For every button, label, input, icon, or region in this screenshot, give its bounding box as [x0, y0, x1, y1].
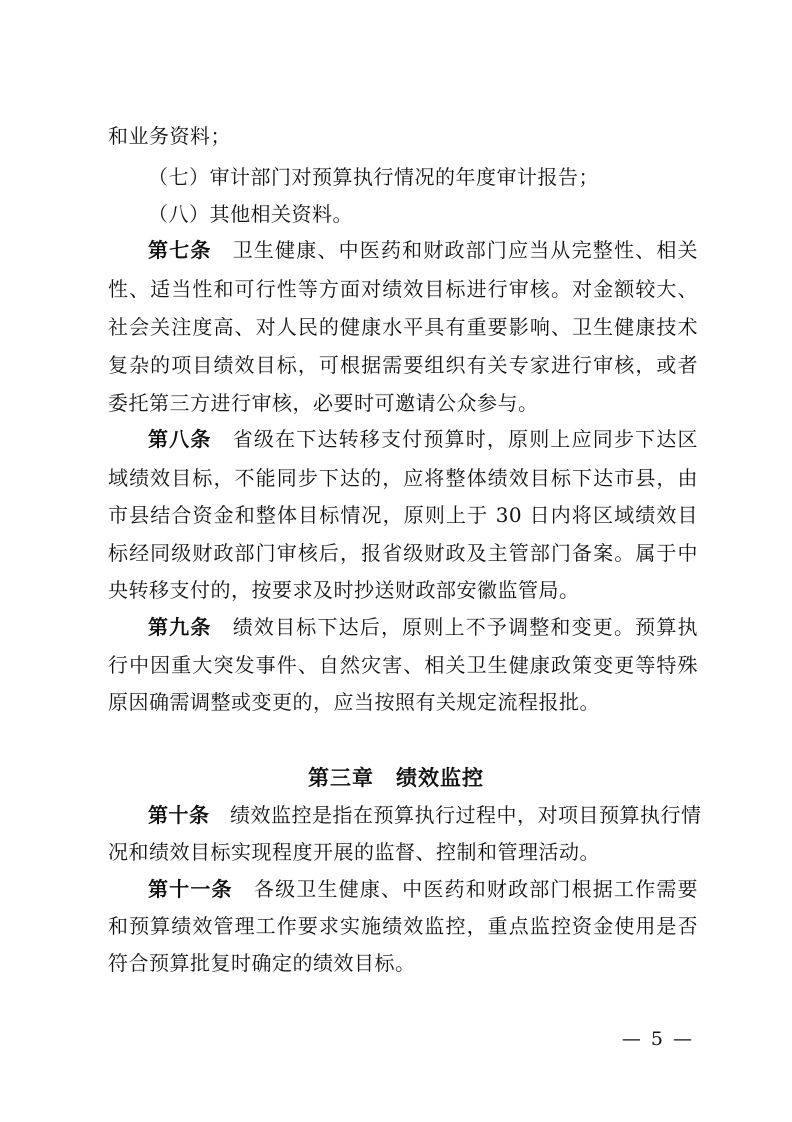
article-heading: 第八条: [148, 427, 212, 451]
paragraph-line: 社会关注度高、对人民的健康水平具有重要影响、卫生健康技术: [108, 315, 698, 339]
paragraph-line: （八）其他相关资料。: [148, 202, 353, 226]
article-heading: 第十一条: [148, 877, 233, 901]
article-heading: 第七条: [148, 238, 212, 262]
page-number: — 5 —: [621, 1028, 694, 1050]
paragraph-line: 性、适当性和可行性等方面对绩效目标进行审核。对金额较大、: [108, 277, 698, 301]
paragraph-line: （七）审计部门对预算执行情况的年度审计报告；: [148, 165, 599, 189]
paragraph-line: 况和绩效目标实现程度开展的监督、控制和管理活动。: [108, 840, 600, 864]
article-7-first-line: 第七条 卫生健康、中医药和财政部门应当从完整性、相关: [148, 238, 699, 262]
paragraph-line: 域绩效目标，不能同步下达的，应将整体绩效目标下达市县，由: [108, 466, 698, 490]
paragraph-line: 和预算绩效管理工作要求实施绩效监控，重点监控资金使用是否: [108, 914, 698, 938]
paragraph-line: 市县结合资金和整体目标情况，原则上于 30 日内将区域绩效目: [108, 503, 698, 527]
paragraph-line: 原因确需调整或变更的，应当按照有关规定流程报批。: [108, 690, 600, 714]
paragraph-line: 符合预算批复时确定的绩效目标。: [108, 951, 416, 975]
article-8-first-line: 第八条 省级在下达转移支付预算时，原则上应同步下达区: [148, 427, 699, 451]
article-11-first-line: 第十一条 各级卫生健康、中医药和财政部门根据工作需要: [148, 877, 699, 901]
article-heading: 第十条: [148, 803, 210, 827]
paragraph-line: 标经同级财政部门审核后，报省级财政及主管部门备案。属于中: [108, 541, 698, 565]
paragraph-line: 央转移支付的，按要求及时抄送财政部安徽监管局。: [108, 578, 580, 602]
paragraph-line: 委托第三方进行审核，必要时可邀请公众参与。: [108, 391, 539, 415]
article-9-first-line: 第九条 绩效目标下达后，原则上不予调整和变更。预算执: [148, 615, 699, 639]
paragraph-line: 和业务资料；: [108, 124, 231, 148]
chapter-title: 第三章 绩效监控: [308, 766, 484, 790]
paragraph-line: 复杂的项目绩效目标，可根据需要组织有关专家进行审核，或者: [108, 353, 698, 377]
paragraph-line: 行中因重大突发事件、自然灾害、相关卫生健康政策变更等特殊: [108, 653, 698, 677]
article-heading: 第九条: [148, 615, 212, 639]
article-10-first-line: 第十条 绩效监控是指在预算执行过程中，对项目预算执行情: [148, 803, 702, 827]
